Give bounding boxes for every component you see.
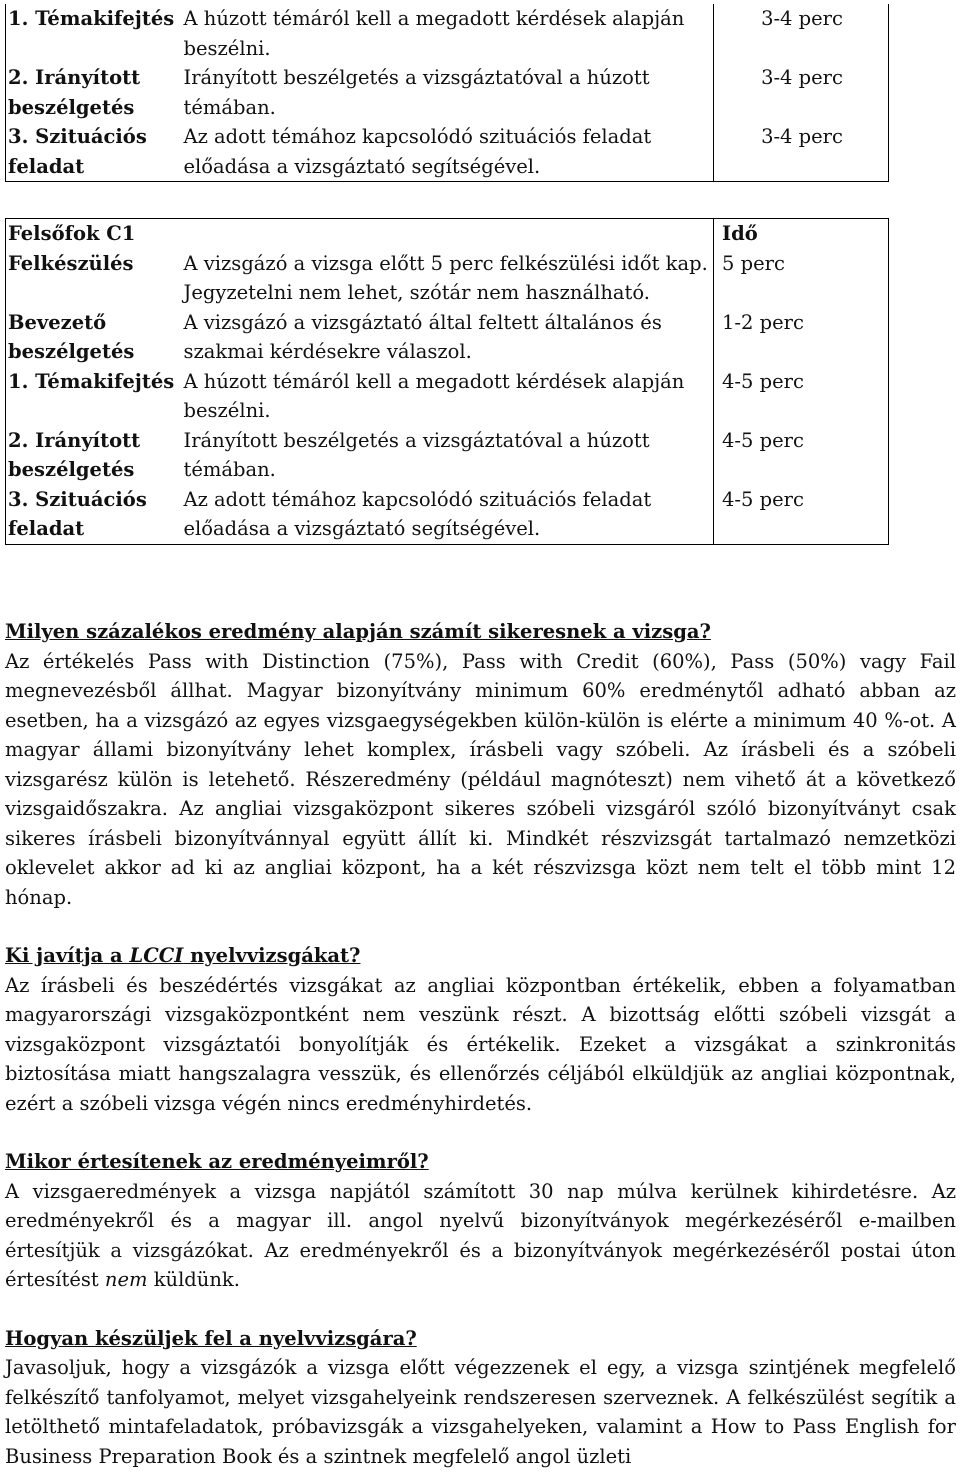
faq-section-grading bbox=[5, 941, 956, 1118]
section-body: Javasoljuk, hogy a vizsgázók a vizsga előtt végezzenek el egy, a vizsga szintjének megfelelő felkészítő tanfolyamot, melyet vizsgahelyeink rendszeresen szerveznek. A felkészülést segítik a letölthető mintafeladatok, próbavizsgák a vizsgahelyeken, valamint a How to Pass English for Business Preparation Book és a szintnek megfelelő angol üzleti bbox=[5, 1356, 956, 1468]
table-row bbox=[6, 4, 889, 63]
task-time: 3-4 perc bbox=[714, 4, 889, 63]
task-description: A vizsgázó a vizsgáztató által feltett általános és szakmai kérdésekre válaszol. bbox=[183, 310, 662, 363]
heading-text: Ki javítja a bbox=[5, 944, 130, 967]
faq-section-results bbox=[5, 1147, 956, 1295]
table-row bbox=[6, 485, 889, 545]
oral-exam-table-partial bbox=[5, 4, 889, 182]
task-label: 2. Irányított beszélgetés bbox=[8, 428, 141, 481]
task-time: 3-4 perc bbox=[714, 63, 889, 122]
task-label: 1. Témakifejtés bbox=[8, 7, 175, 30]
task-description: Az adott témához kapcsolódó szituációs feladat előadása a vizsgáztató segítségével. bbox=[183, 487, 652, 540]
task-description: A vizsgázó a vizsga előtt 5 perc felkészülési időt kap. Jegyzetelni nem lehet, szótár nem használható. bbox=[183, 251, 708, 304]
task-description: A húzott témáról kell a megadott kérdések alapján beszélni. bbox=[183, 369, 685, 422]
task-label: Bevezető beszélgetés bbox=[8, 310, 135, 363]
level-heading: Felsőfok C1 bbox=[8, 222, 136, 245]
table-header-row bbox=[6, 219, 889, 249]
section-heading: Mikor értesítenek az eredményeimről? bbox=[5, 1150, 429, 1173]
heading-emphasis: LCCI bbox=[129, 944, 184, 967]
task-description: Az adott témához kapcsolódó szituációs feladat előadása a vizsgáztató segítségével. bbox=[183, 125, 652, 178]
section-body: Az értékelés Pass with Distinction (75%), Pass with Credit (60%), Pass (50%) vagy Fail megnevezésből állhat. Magyar bizonyítvány minimum 60% eredménytől adható abban az esetben, ha a vizsgázó az egyes vizsgaegységekben külön-külön is elérte a minimum 40 %-ot. A magyar állami bizonyítvány lehet komplex, írásbeli vagy szóbeli. Az írásbeli és a szóbeli vizsgarész külön is letehető. Részeredmény (például magnóteszt) nem vihető át a következő vizsgaidőszakra. Az angliai vizsgaközpont sikeres szóbeli vizsgáról szóló bizonyítványt csak sikeres írásbeli bizonyítvánnyal együtt állít ki. Mindkét részvizsgát tartalmazó nemzetközi oklevelet akkor ad ki az angliai központ, ha a két részvizsga közt nem telt el több mint 12 hónap. bbox=[5, 649, 956, 909]
table-row bbox=[6, 249, 889, 308]
task-time: 4-5 perc bbox=[714, 426, 889, 485]
task-time: 1-2 perc bbox=[714, 308, 889, 367]
table-row bbox=[6, 367, 889, 426]
task-label: 2. Irányított beszélgetés bbox=[8, 66, 141, 119]
section-heading: Milyen százalékos eredmény alapján számít sikeresnek a vizsga? bbox=[5, 620, 711, 643]
heading-text: nyelvvizsgákat? bbox=[183, 944, 361, 967]
task-time: 4-5 perc bbox=[714, 367, 889, 426]
oral-exam-table-c1 bbox=[5, 218, 889, 545]
task-description: A húzott témáról kell a megadott kérdések alapján beszélni. bbox=[183, 7, 685, 60]
table-row bbox=[6, 122, 889, 182]
section-heading bbox=[5, 941, 956, 971]
body-emphasis: nem bbox=[104, 1268, 148, 1291]
task-label: 1. Témakifejtés bbox=[8, 369, 175, 393]
section-body: Az írásbeli és beszédértés vizsgákat az angliai központban értékelik, ebben a folyamatban magyarországi vizsgaközpontként nem veszünk részt. A bizottság előtti szóbeli vizsgát a vizsgaközpont vizsgáztatói bonyolítják és értékelik. Ezeket a vizsgákat a szinkronitás biztosítása miatt hangszalagra vesszük, és ellenőrzés céljából elküldjük az angliai központnak, ezért a szóbeli vizsga végén nincs eredményhirdetés. bbox=[5, 973, 956, 1115]
task-label: Felkészülés bbox=[8, 251, 134, 275]
table-row bbox=[6, 426, 889, 485]
task-time: 3-4 perc bbox=[714, 122, 889, 182]
body-text: küldünk. bbox=[147, 1268, 240, 1291]
task-description: Irányított beszélgetés a vizsgáztatóval a húzott témában. bbox=[183, 66, 650, 119]
section-heading: Hogyan készüljek fel a nyelvvizsgára? bbox=[5, 1326, 417, 1350]
task-label: 3. Szituációs feladat bbox=[8, 125, 147, 178]
faq-section-pass-criteria bbox=[5, 617, 956, 912]
task-label: 3. Szituációs feladat bbox=[8, 487, 147, 540]
task-description: Irányított beszélgetés a vizsgáztatóval a húzott témában. bbox=[183, 428, 650, 481]
faq-section-preparation bbox=[5, 1324, 956, 1472]
task-time: 5 perc bbox=[714, 249, 889, 308]
task-time: 4-5 perc bbox=[714, 485, 889, 545]
time-column-header: Idő bbox=[714, 219, 889, 249]
faq-content bbox=[5, 617, 956, 1471]
body-text: A vizsgaeredmények a vizsga napjától számított 30 nap múlva kerülnek kihirdetésre. Az eredményekről és a magyar ill. angol nyelvű bizonyítványok megérkezéséről e-mailben értesítjük a vizsgázókat. Az eredményekről és a bizonyítványok megérkezéséről postai úton értesítést bbox=[5, 1179, 956, 1291]
table-row bbox=[6, 308, 889, 367]
table-row bbox=[6, 63, 889, 122]
section-body bbox=[5, 1177, 956, 1295]
